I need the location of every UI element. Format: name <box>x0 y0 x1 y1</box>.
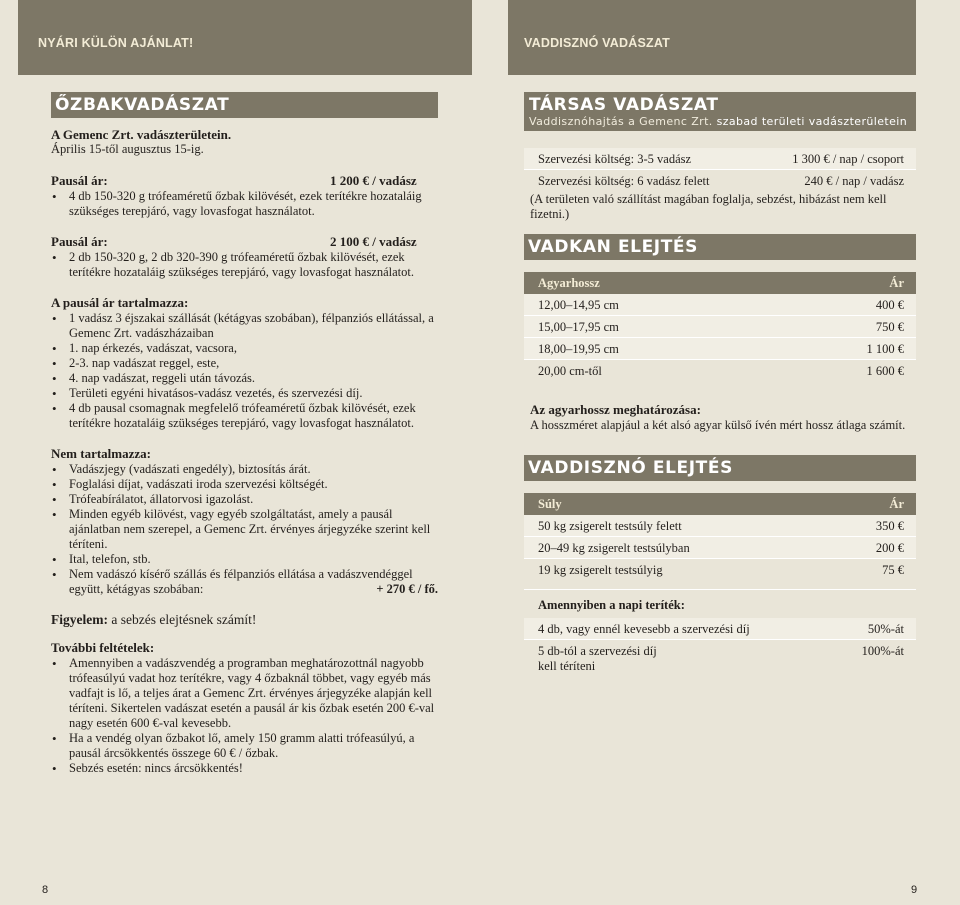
tarsas-subtitle <box>529 115 910 128</box>
right-page <box>524 92 916 678</box>
cell-range: 20,00 cm-től <box>538 364 602 378</box>
cost-price: 240 € / nap / vadász <box>804 174 904 188</box>
page-number-right: 9 <box>911 884 918 896</box>
cell-price: 75 € <box>882 563 904 577</box>
cell-value: 100%-át <box>861 644 904 658</box>
daily-table <box>524 589 916 678</box>
excludes-section <box>51 446 438 597</box>
package-2 <box>51 234 438 280</box>
list-item: • Területi egyéni hivatásos-vadász vezetés, és szervezési díj. <box>51 386 438 401</box>
cell-price: 200 € <box>875 541 904 555</box>
subtitle-part-a: Vaddisznóhajtás a Gemenc Zrt. <box>529 115 713 128</box>
list-item: • Foglalási díjat, vadászati iroda szervezési költségét. <box>51 477 438 492</box>
cell-price: 1 100 € <box>866 342 904 356</box>
table-row <box>524 537 916 559</box>
left-page <box>51 92 438 776</box>
table-row <box>524 360 916 382</box>
includes-list <box>51 311 438 431</box>
cell-price: 1 600 € <box>866 364 904 378</box>
table-row <box>524 294 916 316</box>
section-title-ozbak: ŐZBAKVADÁSZAT <box>51 92 438 118</box>
cell-condition: 4 db, vagy ennél kevesebb a szervezési díj <box>538 622 750 636</box>
list-item: • Minden egyéb kilövést, vagy egyéb szolgáltatást, amely a pausál ajánlatban nem szerepel, a Gemenc Zrt. érvényes árjegyzéke szerint kell téríteni. <box>51 507 438 552</box>
cell-weight: 19 kg zsigerelt testsúlyig <box>538 563 663 577</box>
includes-title: A pausál ár tartalmazza: <box>51 295 189 310</box>
table-header <box>524 272 916 294</box>
tusk-definition <box>524 402 916 433</box>
table-row <box>524 640 916 678</box>
includes-section <box>51 295 438 431</box>
section-title-vadkan: VADKAN ELEJTÉS <box>524 234 916 260</box>
cost-price: 1 300 € / nap / csoport <box>792 152 904 166</box>
cell-range: 15,00–17,95 cm <box>538 320 619 334</box>
tusk-def-title: Az agyarhossz meghatározása: <box>530 402 701 417</box>
package-1 <box>51 173 438 219</box>
header-bar-left <box>18 0 472 75</box>
conditions-section <box>51 640 438 776</box>
weight-table <box>524 493 916 581</box>
table-row <box>524 618 916 640</box>
list-item: • 4. nap vadászat, reggeli után távozás. <box>51 371 438 386</box>
list-item: • Ital, telefon, stb. <box>51 552 438 567</box>
cell-condition: 5 db-tól a szervezési díj kell téríteni <box>538 644 657 673</box>
list-item: • Trófeabírálatot, állatorvosi igazolást. <box>51 492 438 507</box>
cost-table <box>524 148 916 192</box>
list-item: • 2-3. nap vadászat reggel, este, <box>51 356 438 371</box>
table-row <box>524 515 916 537</box>
list-item: • Vadászjegy (vadászati engedély), biztosítás árát. <box>51 462 438 477</box>
package-2-label: Pausál ár: <box>51 234 108 249</box>
cell-price: 750 € <box>875 320 904 334</box>
tarsas-title: TÁRSAS VADÁSZAT <box>529 95 719 115</box>
table-header <box>524 493 916 515</box>
warning <box>51 611 438 628</box>
section-title-vaddiszno: VADDISZNÓ ELEJTÉS <box>524 455 916 481</box>
cell-value: 50%-át <box>867 622 904 636</box>
table-row <box>524 338 916 360</box>
tusk-table <box>524 272 916 382</box>
table-row <box>524 316 916 338</box>
column-header: Ár <box>889 276 904 290</box>
list-item: • 1. nap érkezés, vadászat, vacsora, <box>51 341 438 356</box>
cell-price: 400 € <box>875 298 904 312</box>
column-header: Ár <box>889 497 904 511</box>
extra-price: + 270 € / fő. <box>376 582 438 596</box>
conditions-list <box>51 656 438 776</box>
list-item: • 4 db pausal csomagnak megfelelő trófeaméretű őzbak kilövését, ezek terítékre hozataláig szükséges terepjáró, vagy lovasfogat használatot. <box>51 401 438 431</box>
period: Április 15-től augusztus 15-ig. <box>51 142 204 156</box>
location: A Gemenc Zrt. vadászterületein. <box>51 127 232 142</box>
package-1-priceline <box>51 173 438 189</box>
daily-title-row <box>524 594 916 616</box>
daily-title: Amennyiben a napi teríték: <box>538 598 685 612</box>
header-right-title: VADDISZNÓ VADÁSZAT <box>524 36 670 50</box>
tusk-def-text: A hosszméret alapjául a két alsó agyar külső ívén mért hossz átlaga számít. <box>530 418 906 432</box>
list-item: • Ha a vendég olyan őzbakot lő, amely 150 gramm alatti trófeasúlyú, a pausál árcsökkentés összege 60 € / őzbak. <box>51 731 438 761</box>
conditions-title: További feltételek: <box>51 640 155 655</box>
cost-label: Szervezési költség: 6 vadász felett <box>538 174 710 188</box>
package-2-price: 2 100 € / vadász <box>330 234 417 249</box>
list-item: • Sebzés esetén: nincs árcsökkentés! <box>51 761 438 776</box>
table-row <box>524 559 916 581</box>
table-row <box>524 148 916 170</box>
package-1-price: 1 200 € / vadász <box>330 173 417 188</box>
cell-price: 350 € <box>875 519 904 533</box>
package-2-list <box>51 250 438 280</box>
package-1-list <box>51 189 438 219</box>
excludes-list <box>51 462 438 597</box>
subtitle-part-b: szabad területi vadászterületein <box>712 115 908 128</box>
package-2-priceline <box>51 234 438 250</box>
list-item: • 2 db 150-320 g, 2 db 320-390 g trófeaméretű őzbak kilövését, ezek terítékre hozataláig szükséges terepjáró, vagy lovasfogat használatot. <box>51 250 438 280</box>
cell-weight: 20–49 kg zsigerelt testsúlyban <box>538 541 690 555</box>
cost-note: (A területen való szállítást magában foglalja, sebzést, hibázást nem kell fizetni.) <box>530 192 887 221</box>
cell-range: 18,00–19,95 cm <box>538 342 619 356</box>
list-item: • 4 db 150-320 g trófeaméretű őzbak kilövését, ezek terítékre hozataláig szükséges terepjáró, vagy lovasfogat használatot. <box>51 189 438 219</box>
warning-label: Figyelem: <box>51 612 108 627</box>
excludes-title: Nem tartalmazza: <box>51 446 151 461</box>
header-bar-right <box>508 0 916 75</box>
page-number-left: 8 <box>42 884 49 896</box>
header-left-title: NYÁRI KÜLÖN AJÁNLAT! <box>38 36 194 50</box>
list-item: • Amennyiben a vadászvendég a programban meghatározottnál nagyobb trófeasúlyú vadat hoz terítékre, vagy 4 őzbaknál többet, vagy egyéb más vadfajt is lő, a teljes árat a Gemenc Zrt. érvényes árjegyzéke alapján kell téríteni. Sikertelen vadászat esetén a pausál ár kis őzbak esetén 200 €-val nagy esetén 600 €-val kevesebb. <box>51 656 438 731</box>
list-item <box>51 567 438 597</box>
cell-weight: 50 kg zsigerelt testsúly felett <box>538 519 682 533</box>
column-header: Súly <box>538 497 562 511</box>
package-1-label: Pausál ár: <box>51 173 108 188</box>
extra-text: Nem vadászó kísérő szállás és félpanziós ellátása a vadászvendéggel együtt, kétágyas szobában: <box>69 567 413 596</box>
table-row <box>524 170 916 192</box>
column-header: Agyarhossz <box>538 276 600 290</box>
warning-text: a sebzés elejtésnek számít! <box>107 612 257 627</box>
cost-label: Szervezési költség: 3-5 vadász <box>538 152 692 166</box>
section-title-tarsas <box>524 92 916 131</box>
list-item: • 1 vadász 3 éjszakai szállását (kétágyas szobában), félpanziós ellátással, a Gemenc Zrt. vadászházaiban <box>51 311 438 341</box>
cell-range: 12,00–14,95 cm <box>538 298 619 312</box>
